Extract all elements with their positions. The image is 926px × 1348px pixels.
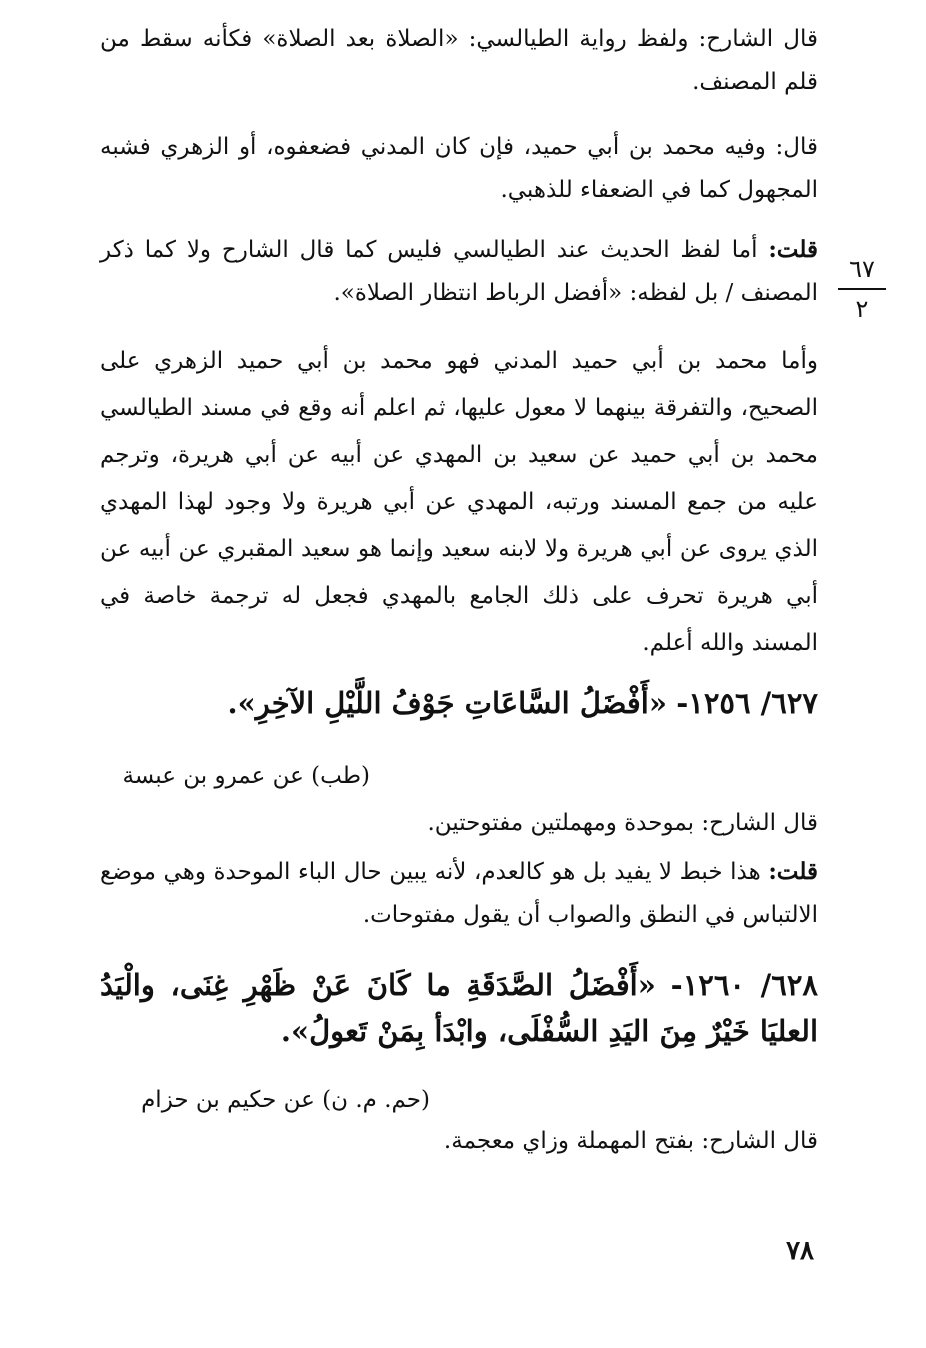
margin-ref-divider [838,288,886,290]
hadith-number: ٦٢٧/ ١٢٥٦- [676,686,818,720]
commentary-paragraph: قال: وفيه محمد بن أبي حميد، فإن كان المدني فضعفوه، أو الزهري فشبه المجهول كما في الضعفاء للذهبي. [100,134,818,203]
hadith-number: ٦٢٨/ ١٢٦٠- [670,968,818,1002]
hadith-text: «أَفْضَلُ الصَّدَقَةِ ما كَانَ عَنْ ظَهْرِ غِنَى، والْيَدُ العليَا خَيْرٌ مِنَ اليَدِ السُّفْلَى، وابْدَأ بِمَنْ تَعولُ». [100,968,818,1048]
commentary-paragraph: وأما محمد بن أبي حميد المدني فهو محمد بن أبي حميد الزهري على الصحيح، والتفرقة بينهما لا معول عليها، ثم اعلم أنه وقع في مسند الطيالسي محمد بن أبي حميد عن سعيد بن المهدي عن أبيه عن أبي هريرة، وترجم عليه من جمع المسند ورتبه، المهدي عن أبي هريرة ولا وجود لهذا المهدي الذي يروى عن أبي هريرة ولا لابنه سعيد وإنما هو سعيد المقبري عن أبيه عن أبي هريرة تحرف على ذلك الجامع بالمهدي فجعل له ترجمة خاصة في المسند والله أعلم. [100,348,818,656]
commentary-paragraph: قال الشارح: ولفظ رواية الطيالسي: «الصلاة بعد الصلاة» فكأنه سقط من قلم المصنف. [100,26,818,95]
margin-page-reference [836,254,888,324]
commentary-paragraph: قال الشارح: بفتح المهملة وزاي معجمة. [443,1128,818,1154]
page-number: ٧٨ [786,1236,814,1266]
commentary-paragraph: قال الشارح: بموحدة ومهملتين مفتوحتين. [427,810,818,836]
qultu-paragraph: قلت: هذا خبط لا يفيد بل هو كالعدم، لأنه يبين حال الباء الموحدة وهي موضع الالتباس في النطق والصواب أن يقول مفتوحات. [100,858,818,928]
margin-ref-top: ٦٧ [849,255,875,283]
qultu-paragraph: قلت: أما لفظ الحديث عند الطيالسي فليس كما قال الشارح ولا كما ذكر المصنف / بل لفظه: «أفضل الرباط انتظار الصلاة». [100,236,818,306]
hadith-entry [100,680,818,726]
hadith-entry [100,962,818,1054]
hadith-source: (طب) عن عمرو بن عبسة [122,763,370,789]
qultu-label: قلت: [768,858,818,885]
hadith-text: «أَفْضَلُ السَّاعَاتِ جَوْفُ اللَّيْلِ الآخِرِ». [227,686,667,720]
hadith-source: (حم. م. ن) عن حكيم بن حزام [141,1087,430,1113]
qultu-label: قلت: [768,236,818,263]
margin-ref-bottom: ٢ [855,295,869,323]
